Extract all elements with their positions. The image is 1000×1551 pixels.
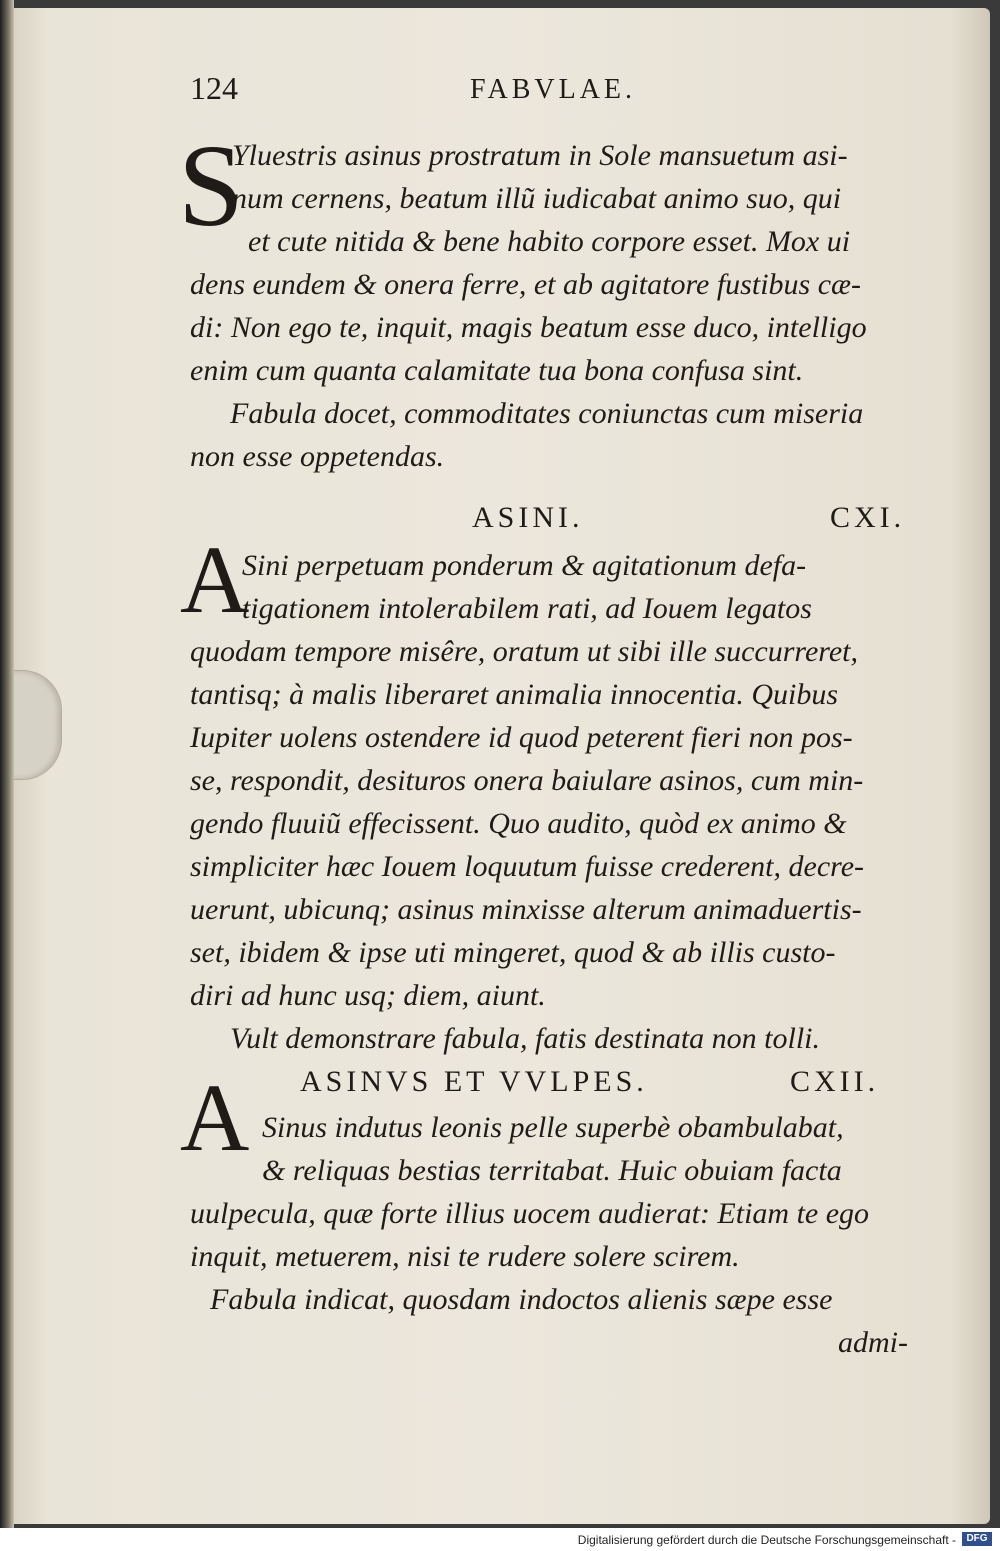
text-line: et cute nitida & bene habito corpore esset. Mox ui [248, 225, 851, 258]
text-line: dens eundem & onera ferre, et ab agitatore fustibus cæ- [190, 268, 862, 301]
moral-line: Fabula indicat, quosdam indoctos alienis sæpe esse [210, 1283, 833, 1316]
text-line: quodam tempore misêre, oratum ut sibi ille succurreret, [190, 635, 858, 668]
dropcap-a: A [180, 526, 250, 633]
page-header [190, 70, 720, 110]
text-line: Sinus indutus leonis pelle superbè obambulabat, [262, 1111, 844, 1144]
text-line: & reliquas bestias territabat. Huic obuiam facta [262, 1154, 842, 1187]
moral-line: Fabula docet, commoditates coniunctas cum miseria [230, 397, 864, 430]
text-line: set, ibidem & ipse uti mingeret, quod & ab illis custo- [190, 936, 836, 969]
catchword: admi- [838, 1326, 908, 1359]
footer-bar [0, 1528, 1000, 1551]
text-line: se, respondit, desituros onera baiulare asinos, cum min- [190, 764, 864, 797]
text-line: simpliciter hæc Iouem loquutum fuisse crederent, decre- [190, 850, 865, 883]
thumb-tab [6, 670, 62, 780]
text-line: tigationem intolerabilem rati, ad Iouem legatos [242, 592, 812, 625]
text-line: num cernens, beatum illũ iudicabat animo suo, qui [232, 182, 842, 215]
text-line: diri ad hunc usq; diem, aiunt. [190, 979, 546, 1012]
text-line: Yluestris asinus prostratum in Sole mansuetum asi- [232, 139, 848, 172]
running-head: FABVLAE. [470, 74, 637, 105]
text-line: uerunt, ubicunq; asinus minxisse alterum animaduertis- [190, 893, 862, 926]
fable-111-number: CXI. [830, 501, 906, 534]
page-left-edge [0, 0, 14, 1528]
fable-112-title: ASINVS ET VVLPES. [300, 1065, 648, 1098]
moral-line: Vult demonstrare fabula, fatis destinata non tolli. [230, 1022, 820, 1055]
fable-110-text [190, 134, 935, 478]
text-line: Sini perpetuam ponderum & agitationum defa- [242, 549, 807, 582]
text-line: Iupiter uolens ostendere id quod peterent fieri non pos- [190, 721, 853, 754]
fable-112-text [190, 1106, 935, 1364]
dfg-logo-icon: DFG [962, 1532, 992, 1546]
fable-111-text [190, 544, 935, 1060]
page-number: 124 [190, 70, 238, 106]
text-line: di: Non ego te, inquit, magis beatum esse duco, intelligo [190, 311, 867, 344]
text-line: uulpecula, quæ forte illius uocem audierat: Etiam te ego [190, 1197, 870, 1230]
text-line: tantisq; à malis liberaret animalia innocentia. Quibus [190, 678, 839, 711]
dropcap-s: S [178, 120, 244, 251]
fable-112-number: CXII. [790, 1065, 880, 1098]
text-line: inquit, metuerem, nisi te rudere solere scirem. [190, 1240, 740, 1273]
dropcap-a: A [180, 1064, 250, 1171]
moral-line: non esse oppetendas. [190, 440, 445, 473]
footer-credit: Digitalisierung gefördert durch die Deutsche Forschungsgemeinschaft - [577, 1533, 956, 1547]
text-line: gendo fluuiũ effecissent. Quo audito, quòd ex animo & [190, 807, 847, 840]
fable-111-title: ASINI. [472, 501, 584, 534]
text-line: enim cum quanta calamitate tua bona confusa sint. [190, 354, 804, 387]
